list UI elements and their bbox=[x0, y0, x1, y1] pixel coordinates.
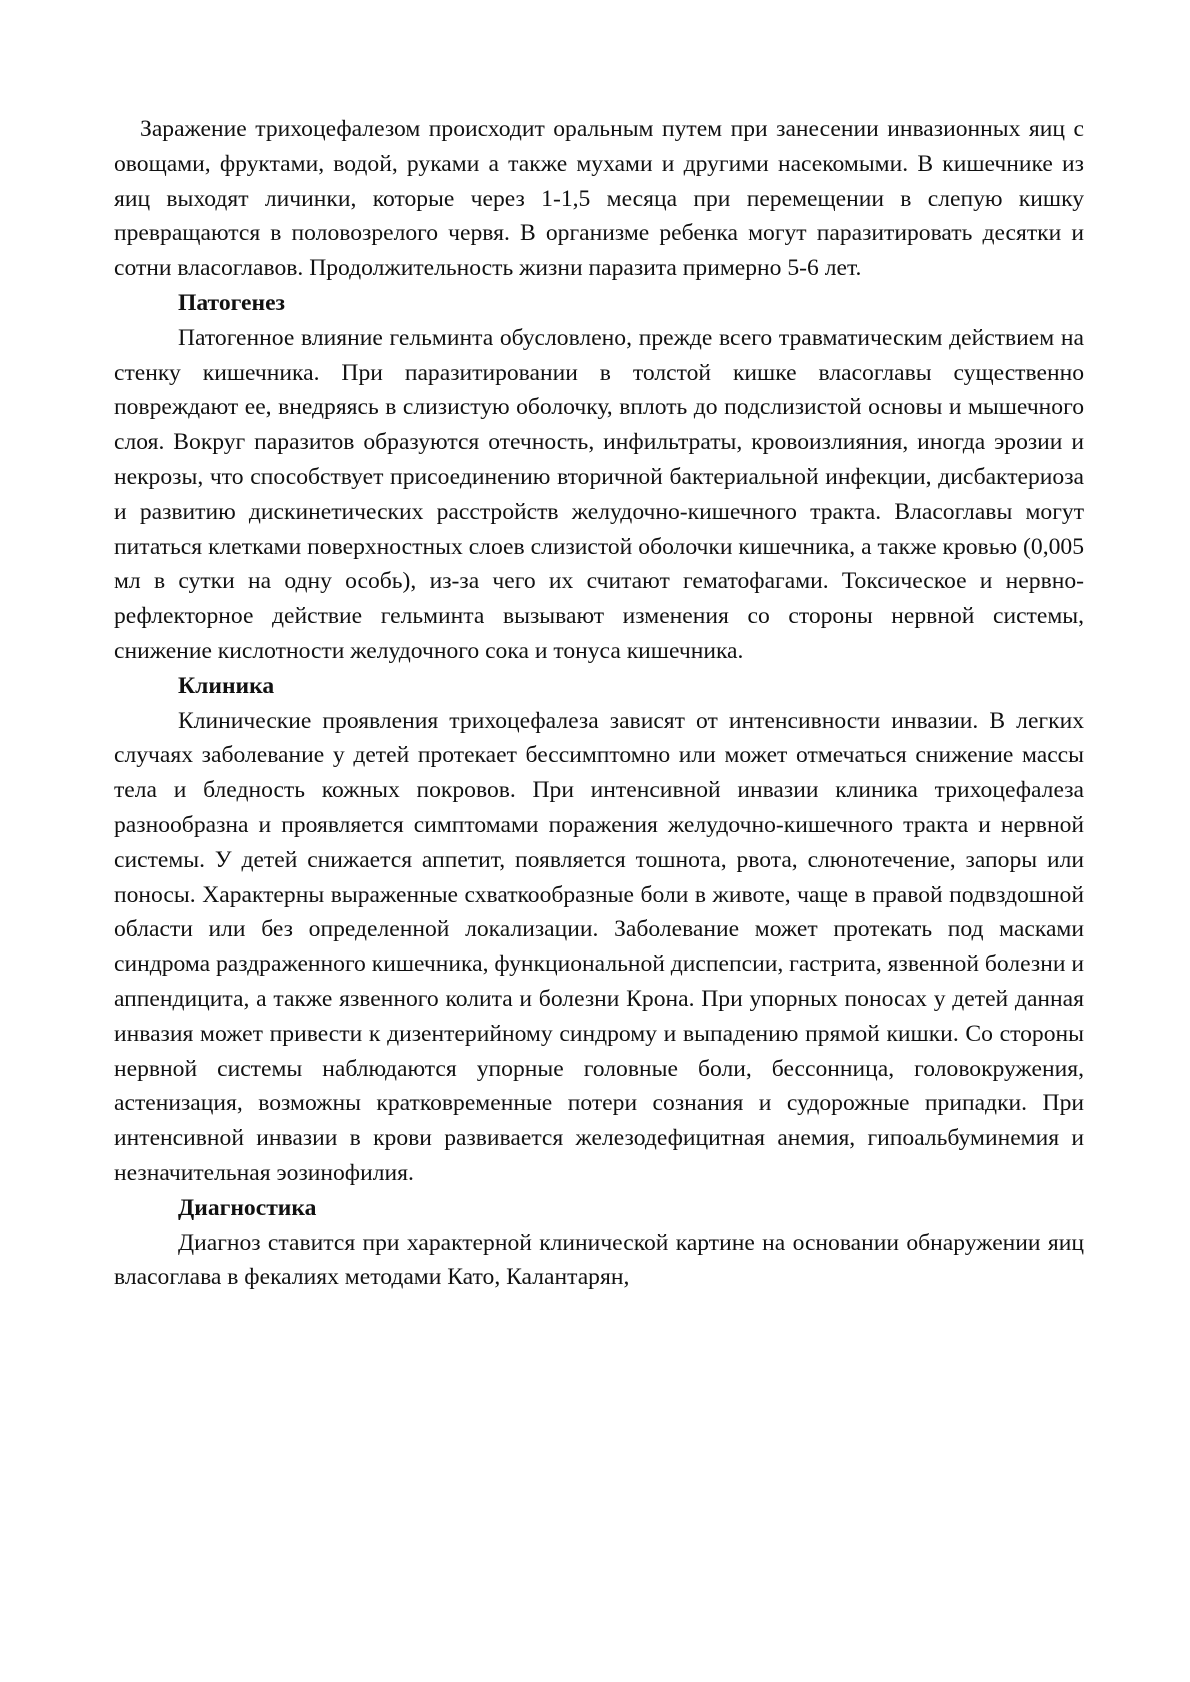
section-diagnostics bbox=[114, 1191, 1084, 1295]
section-pathogenesis bbox=[114, 286, 1084, 669]
section-heading: Диагностика bbox=[178, 1194, 317, 1221]
section-heading: Клиника bbox=[178, 672, 275, 699]
section-paragraph: Патогенное влияние гельминта обусловлено, прежде всего травматическим действием на стенку кишечника. При паразитировании в толстой кишке власоглавы существенно повреждают ее, внедряясь в слизистую оболочку, вплоть до подслизистой основы и мышечного слоя. Вокруг паразитов образуются отечность, инфильтраты, кровоизлияния, иногда эрозии и некрозы, что способствует присоединению вторичной бактериальной инфекции, дисбактериоза и развитию дискинетических расстройств желудочно-кишечного тракта. Власоглавы могут питаться клетками поверхностных слоев слизистой оболочки кишечника, а также кровью (0,005 мл в сутки на одну особь), из-за чего их считают гематофагами. Токсическое и нервно-рефлекторное действие гельминта вызывают изменения со стороны нервной системы, снижение кислотности желудочного сока и тонуса кишечника. bbox=[114, 324, 1084, 664]
intro-paragraph: Заражение трихоцефалезом происходит оральным путем при занесении инвазионных яиц с овощами, фруктами, водой, руками а также мухами и другими насекомыми. В кишечнике из яиц выходят личинки, которые через 1-1,5 месяца при перемещении в слепую кишку превращаются в половозрелого червя. В организме ребенка могут паразитировать десятки и сотни власоглавов. Продолжительность жизни паразита примерно 5-6 лет. bbox=[114, 116, 1084, 282]
section-heading: Патогенез bbox=[178, 289, 286, 316]
section-paragraph: Клинические проявления трихоцефалеза зависят от интенсивности инвазии. В легких случаях заболевание у детей протекает бессимптомно или может отмечаться снижение массы тела и бледность кожных покровов. При интенсивной инвазии клиника трихоцефалеза разнообразна и проявляется симптомами поражения желудочно-кишечного тракта и нервной системы. У детей снижается аппетит, появляется тошнота, рвота, слюнотечение, запоры или поносы. Характерны выраженные схваткообразные боли в животе, чаще в правой подвздошной области или без определенной локализации. Заболевание может протекать под масками синдрома раздраженного кишечника, функциональной диспепсии, гастрита, язвенной болезни и аппендицита, а также язвенного колита и болезни Крона. При упорных поносах у детей данная инвазия может привести к дизентерийному синдрому и выпадению прямой кишки. Со стороны нервной системы наблюдаются упорные головные боли, бессонница, головокружения, астенизация, возможны кратковременные потери сознания и судорожные припадки. При интенсивной инвазии в крови развивается железодефицитная анемия, гипоальбуминемия и незначительная эозинофилия. bbox=[114, 707, 1085, 1186]
section-clinic bbox=[114, 669, 1084, 1191]
section-paragraph: Диагноз ставится при характерной клинической картине на основании обнаружении яиц власоглава в фекалиях методами Като, Калантарян, bbox=[114, 1229, 1084, 1291]
document-body bbox=[114, 112, 1084, 1295]
